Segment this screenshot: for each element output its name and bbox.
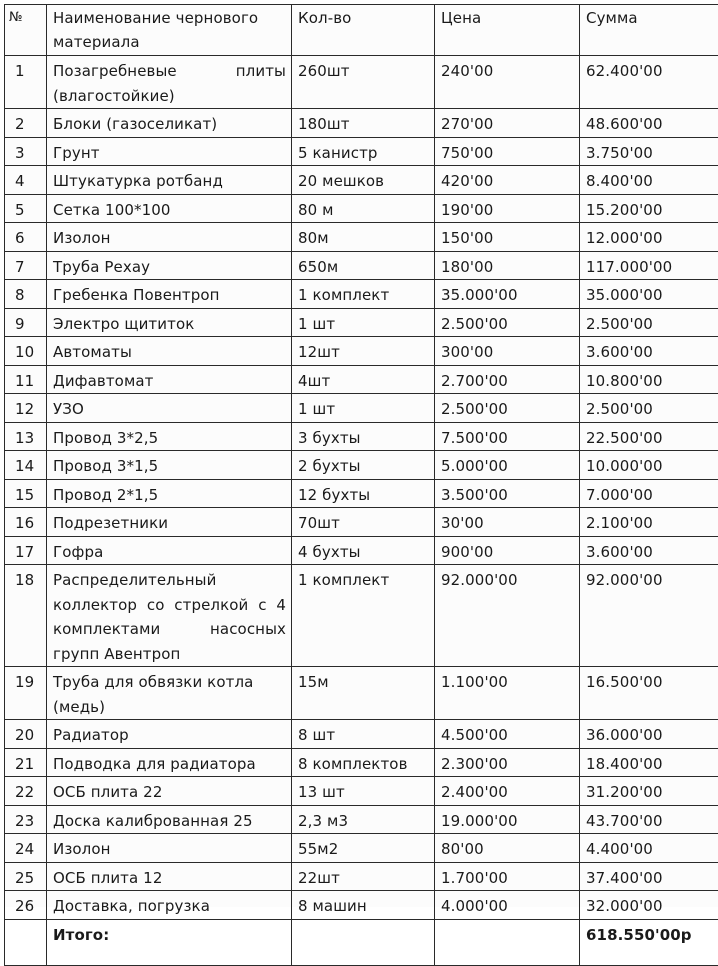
row-price: 35.000'00 — [435, 280, 580, 309]
row-name: Доставка, погрузка — [47, 891, 292, 920]
row-no: 24 — [5, 834, 47, 863]
row-no: 18 — [5, 565, 47, 667]
row-qty: 8 машин — [292, 891, 435, 920]
row-name: Штукатурка ротбанд — [47, 166, 292, 195]
row-qty: 70шт — [292, 508, 435, 537]
row-sum: 62.400'00 — [580, 56, 718, 109]
table-row — [5, 508, 718, 537]
row-qty: 22шт — [292, 862, 435, 891]
row-no: 16 — [5, 508, 47, 537]
row-price: 750'00 — [435, 137, 580, 166]
row-price: 1.700'00 — [435, 862, 580, 891]
row-sum: 7.000'00 — [580, 479, 718, 508]
row-no: 26 — [5, 891, 47, 920]
row-name: Провод 2*1,5 — [47, 479, 292, 508]
row-price: 2.500'00 — [435, 308, 580, 337]
row-name: Изолон — [47, 834, 292, 863]
row-name: ОСБ плита 22 — [47, 777, 292, 806]
row-no: 4 — [5, 166, 47, 195]
table-row — [5, 891, 718, 920]
row-no: 9 — [5, 308, 47, 337]
row-qty: 15м — [292, 667, 435, 720]
header-name: Наименование чернового материала — [47, 5, 292, 56]
row-no: 19 — [5, 667, 47, 720]
table-row — [5, 337, 718, 366]
row-name: Радиатор — [47, 720, 292, 749]
table-row — [5, 308, 718, 337]
table-row — [5, 109, 718, 138]
row-price: 5.000'00 — [435, 451, 580, 480]
row-sum: 2.100'00 — [580, 508, 718, 537]
row-no: 23 — [5, 805, 47, 834]
row-no: 22 — [5, 777, 47, 806]
row-qty: 1 комплект — [292, 565, 435, 667]
row-sum: 3.750'00 — [580, 137, 718, 166]
table-row — [5, 251, 718, 280]
row-price: 180'00 — [435, 251, 580, 280]
row-name: Провод 3*2,5 — [47, 422, 292, 451]
row-qty: 8 шт — [292, 720, 435, 749]
row-price: 3.500'00 — [435, 479, 580, 508]
row-qty: 3 бухты — [292, 422, 435, 451]
row-qty: 12 бухты — [292, 479, 435, 508]
table-row — [5, 720, 718, 749]
table-row — [5, 748, 718, 777]
row-qty: 80м — [292, 223, 435, 252]
row-name: ОСБ плита 12 — [47, 862, 292, 891]
row-sum: 35.000'00 — [580, 280, 718, 309]
row-no: 14 — [5, 451, 47, 480]
row-sum: 12.000'00 — [580, 223, 718, 252]
row-qty: 12шт — [292, 337, 435, 366]
row-name: Провод 3*1,5 — [47, 451, 292, 480]
row-price: 240'00 — [435, 56, 580, 109]
row-sum: 43.700'00 — [580, 805, 718, 834]
row-sum: 3.600'00 — [580, 337, 718, 366]
row-sum: 48.600'00 — [580, 109, 718, 138]
table-row — [5, 834, 718, 863]
row-qty: 4 бухты — [292, 536, 435, 565]
row-name: Подводка для радиатора — [47, 748, 292, 777]
table-row — [5, 137, 718, 166]
total-price-cell — [435, 919, 580, 965]
row-name: Позагребневые плиты (влагостойкие) — [47, 56, 292, 109]
total-label: Итого: — [47, 919, 292, 965]
table-row — [5, 536, 718, 565]
table-row — [5, 565, 718, 667]
row-sum: 36.000'00 — [580, 720, 718, 749]
row-sum: 18.400'00 — [580, 748, 718, 777]
table-row — [5, 479, 718, 508]
row-sum: 10.800'00 — [580, 365, 718, 394]
row-qty: 2,3 м3 — [292, 805, 435, 834]
row-qty: 13 шт — [292, 777, 435, 806]
row-sum: 92.000'00 — [580, 565, 718, 667]
row-price: 1.100'00 — [435, 667, 580, 720]
row-qty: 1 шт — [292, 308, 435, 337]
row-name: УЗО — [47, 394, 292, 423]
row-price: 900'00 — [435, 536, 580, 565]
row-qty: 260шт — [292, 56, 435, 109]
table-row — [5, 422, 718, 451]
row-no: 11 — [5, 365, 47, 394]
row-no: 13 — [5, 422, 47, 451]
row-no: 15 — [5, 479, 47, 508]
row-qty: 80 м — [292, 194, 435, 223]
table-row — [5, 805, 718, 834]
row-price: 150'00 — [435, 223, 580, 252]
total-no-cell — [5, 919, 47, 965]
table-body — [5, 56, 718, 966]
row-name: Автоматы — [47, 337, 292, 366]
row-name: Распределительный коллектор со стрелкой с 4 комплектами насосных групп Авентроп — [47, 565, 292, 667]
row-name: Сетка 100*100 — [47, 194, 292, 223]
row-no: 25 — [5, 862, 47, 891]
row-sum: 117.000'00 — [580, 251, 718, 280]
row-no: 8 — [5, 280, 47, 309]
row-name: Электро щититок — [47, 308, 292, 337]
row-sum: 8.400'00 — [580, 166, 718, 195]
row-no: 3 — [5, 137, 47, 166]
row-price: 270'00 — [435, 109, 580, 138]
row-price: 2.300'00 — [435, 748, 580, 777]
row-qty: 8 комплектов — [292, 748, 435, 777]
row-sum: 31.200'00 — [580, 777, 718, 806]
row-qty: 4шт — [292, 365, 435, 394]
row-price: 420'00 — [435, 166, 580, 195]
row-name: Гребенка Повентроп — [47, 280, 292, 309]
table-row — [5, 862, 718, 891]
row-price: 92.000'00 — [435, 565, 580, 667]
row-qty: 55м2 — [292, 834, 435, 863]
row-name: Труба Рехау — [47, 251, 292, 280]
row-qty: 1 комплект — [292, 280, 435, 309]
row-price: 4.500'00 — [435, 720, 580, 749]
row-no: 6 — [5, 223, 47, 252]
header-row — [5, 5, 718, 56]
row-sum: 37.400'00 — [580, 862, 718, 891]
table-row — [5, 166, 718, 195]
row-price: 19.000'00 — [435, 805, 580, 834]
table-row — [5, 56, 718, 109]
row-no: 21 — [5, 748, 47, 777]
table-row — [5, 223, 718, 252]
table-row — [5, 777, 718, 806]
table-row — [5, 194, 718, 223]
row-name: Дифавтомат — [47, 365, 292, 394]
row-name: Грунт — [47, 137, 292, 166]
row-sum: 15.200'00 — [580, 194, 718, 223]
row-name: Изолон — [47, 223, 292, 252]
row-no: 1 — [5, 56, 47, 109]
row-name: Подрезетники — [47, 508, 292, 537]
row-no: 7 — [5, 251, 47, 280]
header-sum: Сумма — [580, 5, 718, 56]
row-no: 20 — [5, 720, 47, 749]
row-no: 5 — [5, 194, 47, 223]
table-row — [5, 280, 718, 309]
table-row — [5, 667, 718, 720]
row-sum: 4.400'00 — [580, 834, 718, 863]
row-price: 7.500'00 — [435, 422, 580, 451]
row-name: Доска калиброванная 25 — [47, 805, 292, 834]
row-name: Гофра — [47, 536, 292, 565]
row-sum: 2.500'00 — [580, 394, 718, 423]
header-price: Цена — [435, 5, 580, 56]
row-sum: 3.600'00 — [580, 536, 718, 565]
table-row — [5, 394, 718, 423]
total-qty-cell — [292, 919, 435, 965]
row-no: 17 — [5, 536, 47, 565]
row-qty: 180шт — [292, 109, 435, 138]
row-qty: 5 канистр — [292, 137, 435, 166]
row-name: Труба для обвязки котла (медь) — [47, 667, 292, 720]
row-price: 80'00 — [435, 834, 580, 863]
total-sum: 618.550'00р — [580, 919, 718, 965]
row-price: 2.700'00 — [435, 365, 580, 394]
row-qty: 20 мешков — [292, 166, 435, 195]
row-qty: 1 шт — [292, 394, 435, 423]
header-no: № — [5, 5, 47, 56]
header-qty: Кол-во — [292, 5, 435, 56]
row-sum: 2.500'00 — [580, 308, 718, 337]
document-sheet — [4, 4, 718, 907]
row-sum: 22.500'00 — [580, 422, 718, 451]
row-price: 190'00 — [435, 194, 580, 223]
row-price: 4.000'00 — [435, 891, 580, 920]
row-price: 2.500'00 — [435, 394, 580, 423]
row-price: 2.400'00 — [435, 777, 580, 806]
table-row — [5, 365, 718, 394]
row-qty: 650м — [292, 251, 435, 280]
row-no: 12 — [5, 394, 47, 423]
row-name: Блоки (газоселикат) — [47, 109, 292, 138]
row-price: 30'00 — [435, 508, 580, 537]
row-price: 300'00 — [435, 337, 580, 366]
row-sum: 32.000'00 — [580, 891, 718, 920]
materials-table — [4, 4, 718, 966]
row-qty: 2 бухты — [292, 451, 435, 480]
row-sum: 16.500'00 — [580, 667, 718, 720]
row-sum: 10.000'00 — [580, 451, 718, 480]
table-row — [5, 451, 718, 480]
row-no: 2 — [5, 109, 47, 138]
total-row — [5, 919, 718, 965]
row-no: 10 — [5, 337, 47, 366]
